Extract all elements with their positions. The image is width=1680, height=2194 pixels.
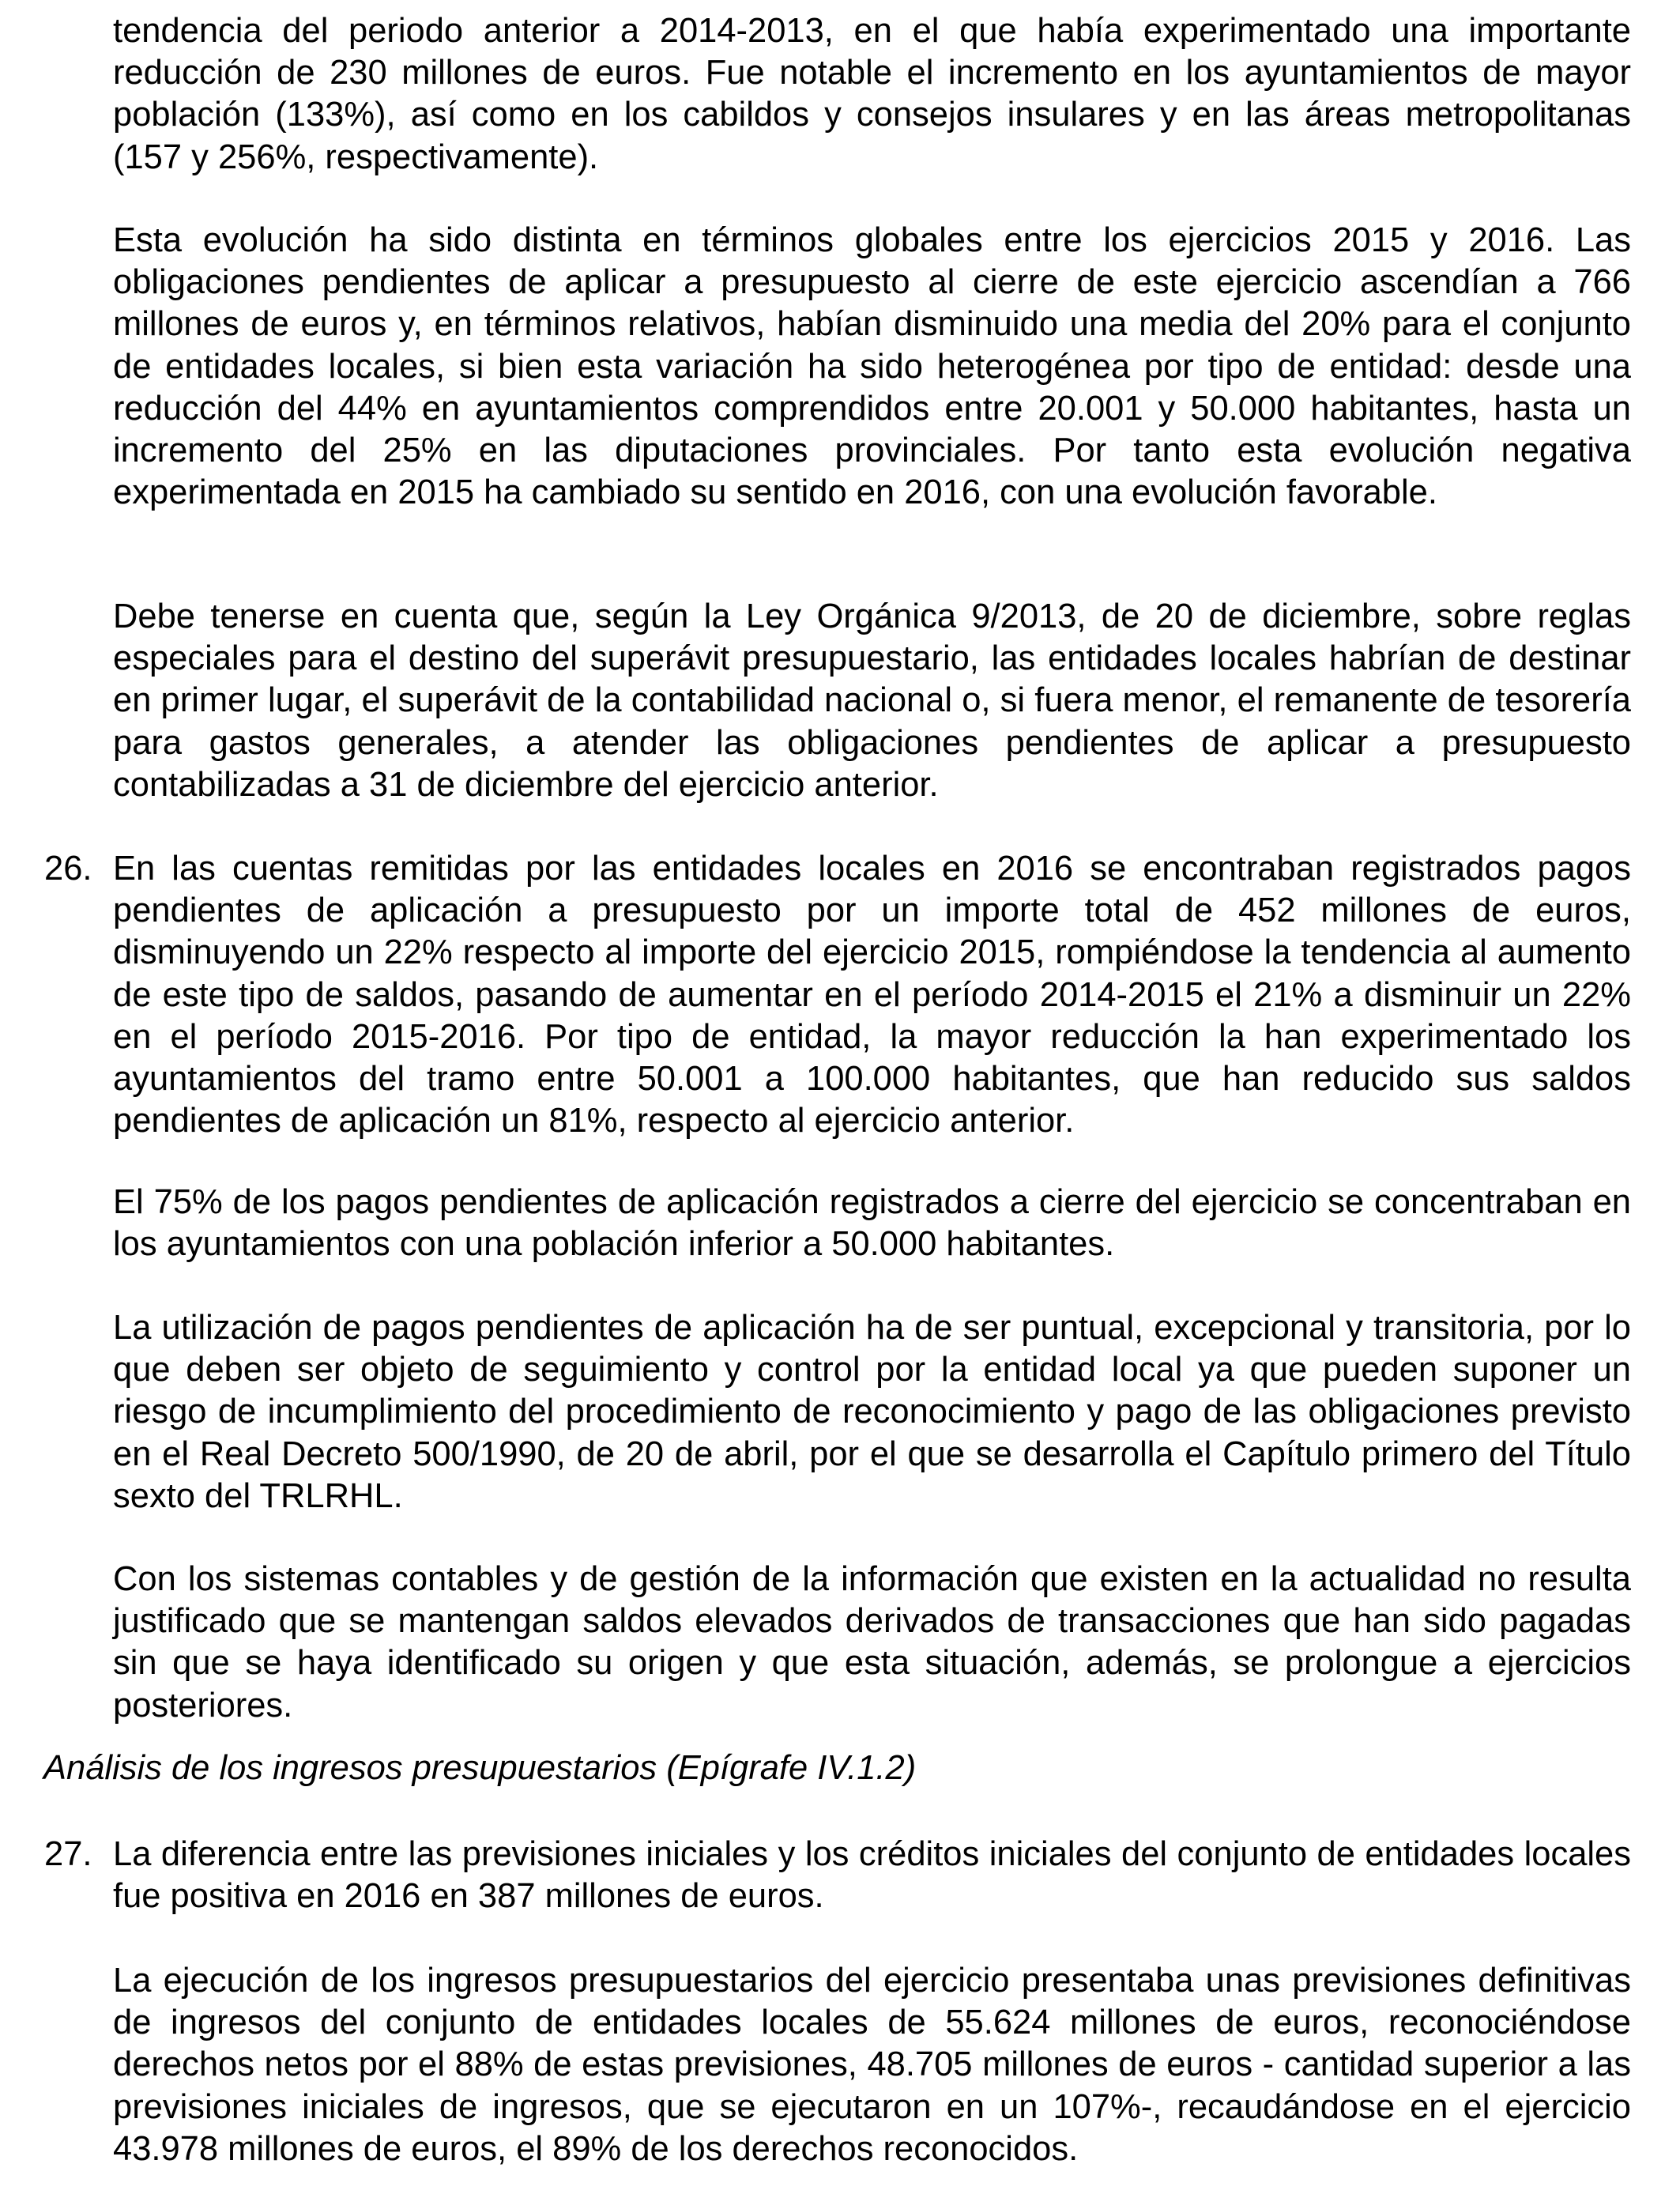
paragraph-number: 27. bbox=[44, 1835, 92, 1873]
paragraph-text: En las cuentas remitidas por las entidades locales en 2016 se encontraban registrados pagos pendientes de aplicación a presupuesto por un importe total de 452 millones de euros, disminuyendo un 22% respecto al importe del ejercicio 2015, rompiéndose la tendencia al aumento de este tipo de saldos, pasando de aumentar en el período 2014-2015 el 21% a disminuir un 22% en el período 2015-2016. Por tipo de entidad, la mayor reducción la han experimentado los ayuntamientos del tramo entre 50.001 a 100.000 habitantes, que han reducido sus saldos pendientes de aplicación un 81%, respecto al ejercicio anterior. bbox=[113, 850, 1631, 1140]
numbered-paragraph-26 bbox=[44, 848, 1631, 1142]
paragraph-75-percent: El 75% de los pagos pendientes de aplicación registrados a cierre del ejercicio se concentraban en los ayuntamientos con una población inferior a 50.000 habitantes. bbox=[113, 1183, 1631, 1264]
numbered-paragraph-27 bbox=[44, 1834, 1631, 1917]
paragraph-ley-organica: Debe tenerse en cuenta que, según la Ley Orgánica 9/2013, de 20 de diciembre, sobre reglas especiales para el destino del superávit presupuestario, las entidades locales habrían de destinar en primer lugar, el superávit de la contabilidad nacional o, si fuera menor, el remanente de tesorería para gastos generales, a atender las obligaciones pendientes de aplicar a presupuesto contabilizadas a 31 de diciembre del ejercicio anterior. bbox=[113, 598, 1631, 804]
paragraph-ejecucion-ingresos: La ejecución de los ingresos presupuestarios del ejercicio presentaba unas previsiones definitivas de ingresos del conjunto de entidades locales de 55.624 millones de euros, reconociéndose derechos netos por el 88% de estas previsiones, 48.705 millones de euros - cantidad superior a las previsiones iniciales de ingresos, que se ejecutaron en un 107%-, recaudándose en el ejercicio 43.978 millones de euros, el 89% de los derechos reconocidos. bbox=[113, 1962, 1631, 2168]
paragraph-utilizacion-pagos: La utilización de pagos pendientes de aplicación ha de ser puntual, excepcional y transitoria, por lo que deben ser objeto de seguimiento y control por la entidad local ya que pueden suponer un riesgo de incumplimiento del procedimiento de reconocimiento y pago de las obligaciones previsto en el Real Decreto 500/1990, de 20 de abril, por el que se desarrolla el Capítulo primero del Título sexto del TRLRHL. bbox=[113, 1309, 1631, 1515]
paragraph-number: 26. bbox=[44, 850, 92, 888]
paragraph-sistemas-contables: Con los sistemas contables y de gestión de la información que existen en la actualidad no resulta justificado que se mantengan saldos elevados derivados de transacciones que han sido pagadas sin que se haya identificado su origen y que esta situación, además, se prolongue a ejercicios posteriores. bbox=[113, 1560, 1631, 1725]
paragraph-evolution-2015-2016: Esta evolución ha sido distinta en términos globales entre los ejercicios 2015 y 2016. Las obligaciones pendientes de aplicar a presupuesto al cierre de este ejercicio ascendían a 766 millones de euros y, en términos relativos, habían disminuido una media del 20% para el conjunto de entidades locales, si bien esta variación ha sido heterogénea por tipo de entidad: desde una reducción del 44% en ayuntamientos comprendidos entre 20.001 y 50.000 habitantes, hasta un incremento del 25% en las diputaciones provinciales. Por tanto esta evolución negativa experimentada en 2015 ha cambiado su sentido en 2016, con una evolución favorable. bbox=[113, 221, 1631, 512]
section-heading: Análisis de los ingresos presupuestarios (Epígrafe IV.1.2) bbox=[43, 1749, 917, 1787]
paragraph-text: La diferencia entre las previsiones iniciales y los créditos iniciales del conjunto de entidades locales fue positiva en 2016 en 387 millones de euros. bbox=[113, 1835, 1631, 1916]
paragraph-continuation: tendencia del periodo anterior a 2014-2013, en el que había experimentado una importante reducción de 230 millones de euros. Fue notable el incremento en los ayuntamientos de mayor población (133%), así como en los cabildos y consejos insulares y en las áreas metropolitanas (157 y 256%, respectivamente). bbox=[113, 12, 1631, 176]
